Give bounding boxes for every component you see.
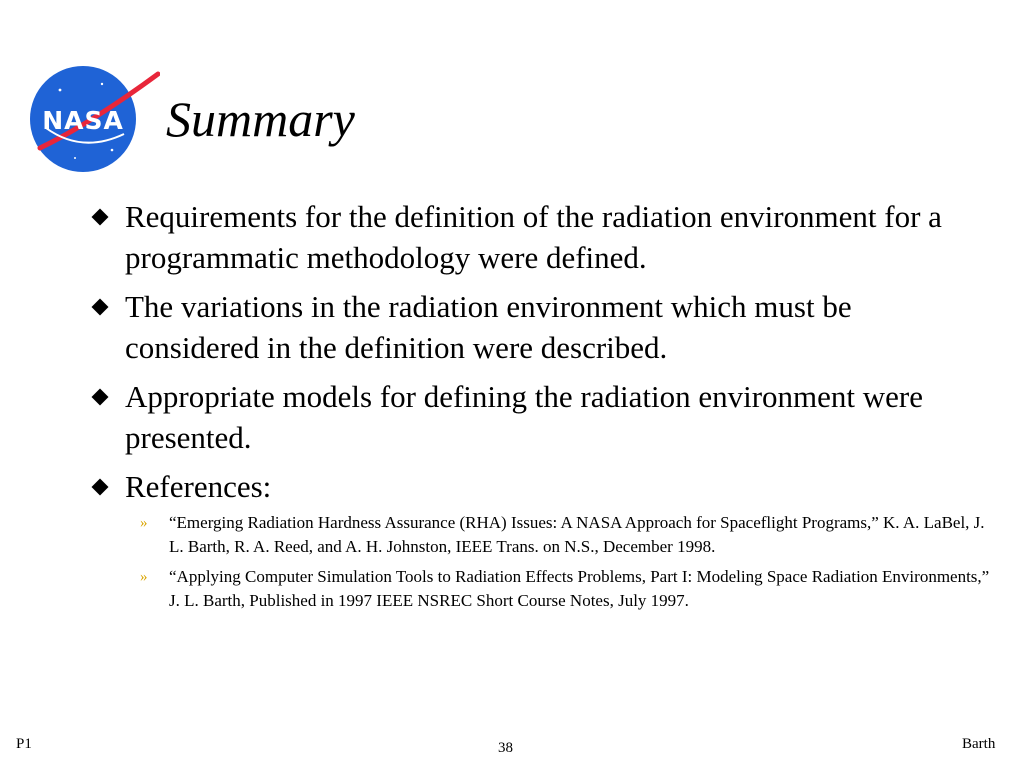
- nasa-logo: [20, 62, 160, 178]
- references-list: [125, 511, 990, 613]
- svg-text:NASA: NASA: [42, 106, 124, 135]
- diamond-bullet-icon: [92, 209, 109, 226]
- reference-item: [125, 565, 990, 613]
- bullet-text: Requirements for the definition of the radiation environment for a programmatic methodology were defined.: [125, 199, 942, 275]
- bullet-text: Appropriate models for defining the radiation environment were presented.: [125, 379, 923, 455]
- sub-bullet-marker-icon: »: [140, 515, 148, 531]
- diamond-bullet-icon: [92, 479, 109, 496]
- page-number: 38: [498, 740, 513, 756]
- reference-item: [125, 511, 990, 559]
- slide-title: Summary: [166, 91, 355, 147]
- bullet-item: [90, 196, 990, 278]
- bullet-text: The variations in the radiation environment which must be considered in the definition were described.: [125, 289, 852, 365]
- bullet-item: [90, 376, 990, 458]
- sub-bullet-marker-icon: »: [140, 569, 148, 585]
- nasa-logo-graphic: [20, 62, 160, 178]
- bullet-text: References:: [125, 469, 272, 504]
- reference-text: “Applying Computer Simulation Tools to Radiation Effects Problems, Part I: Modeling Space Radiation Environments,” J. L. Barth, Published in 1997 IEEE NSREC Short Course Notes, July 1997.: [169, 567, 990, 610]
- bullet-item: [90, 466, 990, 613]
- footer-left-label: P1: [16, 736, 32, 752]
- bullet-item: [90, 286, 990, 368]
- reference-text: “Emerging Radiation Hardness Assurance (RHA) Issues: A NASA Approach for Spaceflight Programs,” K. A. LaBel, J. L. Barth, R. A. Reed, and A. H. Johnston, IEEE Trans. on N.S., December 1998.: [169, 513, 985, 556]
- diamond-bullet-icon: [92, 389, 109, 406]
- diamond-bullet-icon: [92, 299, 109, 316]
- bullet-list: [90, 196, 990, 621]
- footer-author: Barth: [962, 736, 996, 752]
